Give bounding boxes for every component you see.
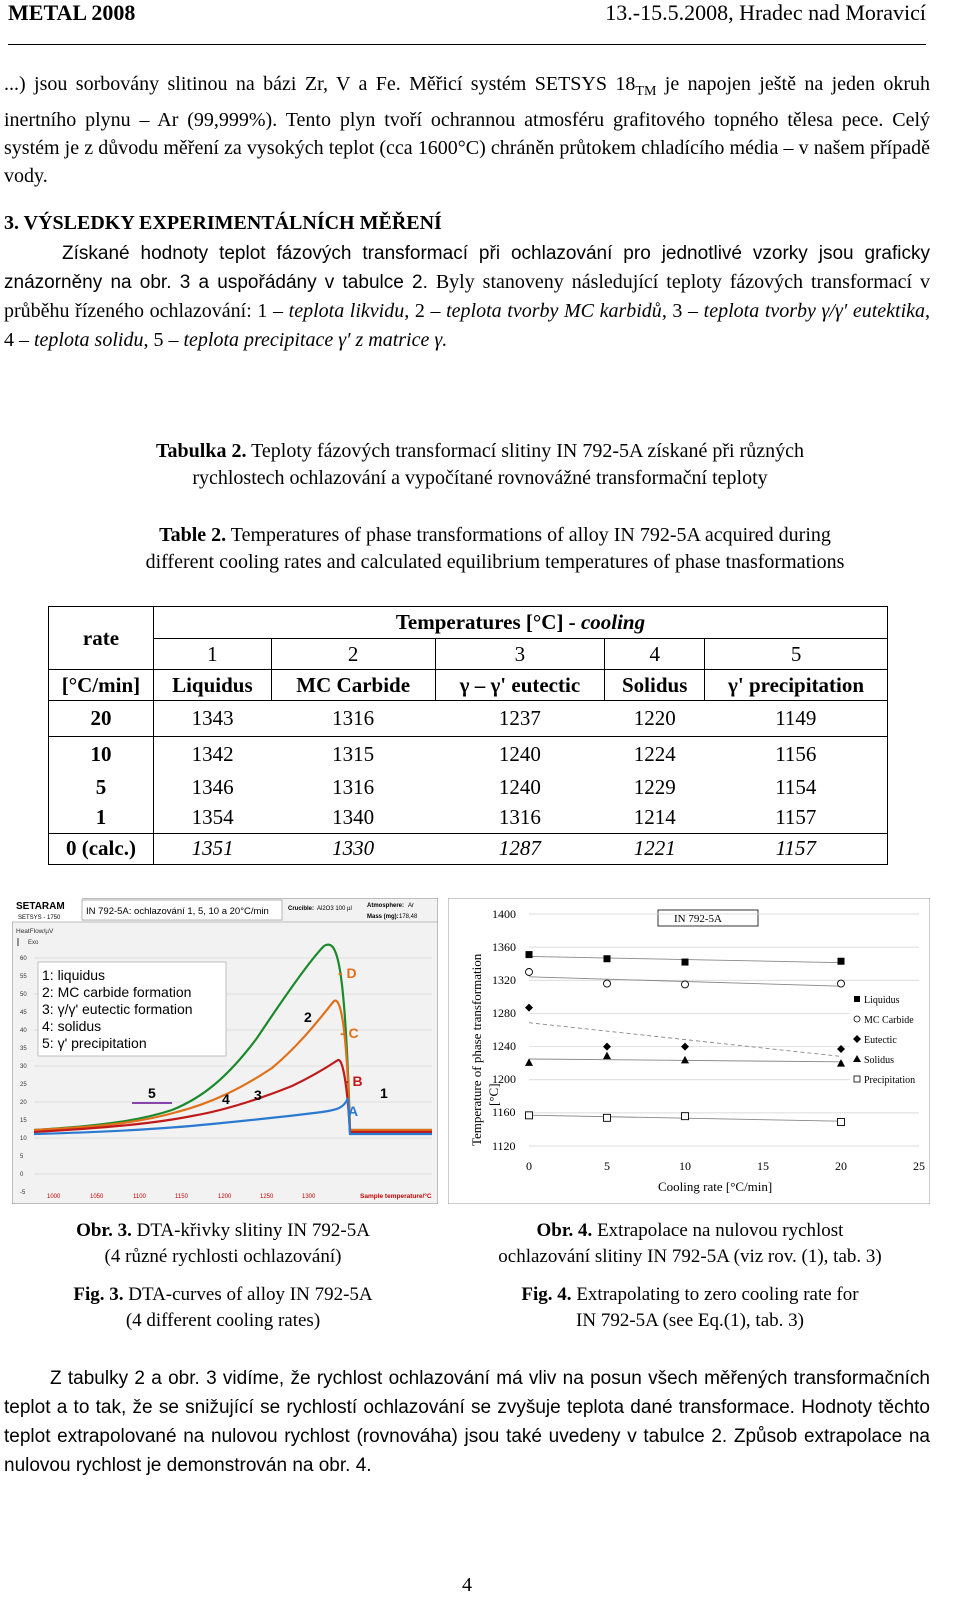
term-liquidus: teplota likvidu — [288, 300, 405, 322]
fig4-xtick: 5 — [604, 1159, 610, 1173]
intro-text-a: ...) jsou sorbovány slitinou na bázi Zr, V a Fe. Měřicí systém SETSYS 18 — [4, 73, 636, 95]
section3-text-2a: Byly stanoveny následující teploty fázových transformací v průběhu řízeného ochlazování: 1 – — [4, 271, 930, 322]
figure-3-dta-curves — [12, 898, 438, 1204]
td-value: 1351 — [191, 836, 234, 860]
td-value: 1340 — [332, 805, 375, 829]
fig3-label-a: A — [348, 1103, 359, 1119]
caption-obr3 — [10, 1218, 436, 1270]
fig3-point-2: 2 — [304, 1009, 312, 1025]
fig3-point-5: 5 — [148, 1085, 156, 1101]
fig3-legend-item: 3: γ/γ' eutectic formation — [42, 1001, 193, 1017]
fig4-point-precipitation — [838, 1118, 845, 1125]
fig3-ytick: 0 — [20, 1172, 24, 1178]
table-row-names — [49, 670, 888, 701]
fig4-legend-item: Liquidus — [864, 995, 900, 1006]
td-value: 1157 — [705, 833, 888, 864]
fig3-ytick: 30 — [20, 1064, 27, 1070]
fig3-ytick: 45 — [20, 1010, 27, 1016]
td-value: 1214 — [633, 805, 676, 829]
th-num: 1 — [153, 639, 271, 670]
th-name: Solidus — [605, 670, 705, 701]
fig3-ytick: 50 — [20, 992, 27, 998]
fig3-brand: SETARAM — [16, 901, 65, 912]
fig4-point-mc-carbide — [682, 981, 689, 988]
fig3-label-d: - D — [338, 965, 357, 981]
td-rate: 10 — [49, 737, 154, 773]
caption-fig4 — [440, 1282, 940, 1334]
table-caption-en-text: Temperatures of phase transformations of alloy IN 792-5A acquired during — [226, 524, 831, 546]
fig4-ytick: 1320 — [492, 973, 516, 987]
fig3-legend-item: 1: liquidus — [42, 967, 106, 983]
caption-fig3-text: DTA-curves of alloy IN 792-5A — [123, 1284, 373, 1305]
td-value: 1240 — [498, 742, 541, 767]
td-value: 1343 — [153, 701, 271, 737]
fig3-crucible-label: Crucible: — [288, 906, 315, 912]
fig3-atmosphere: Ar — [408, 903, 414, 909]
header-rule — [8, 44, 926, 45]
fig3-atmosphere-label: Atmosphere: — [367, 903, 405, 909]
fig4-ytick: 1280 — [492, 1006, 516, 1020]
fig3-mass-label: Mass (mg): — [367, 914, 399, 920]
fig4-ytick: 1120 — [492, 1139, 516, 1153]
th-num: 5 — [705, 639, 888, 670]
intro-text-b: je napojen ještě — [656, 73, 796, 95]
fig3-ytick: 55 — [20, 974, 27, 980]
intro-subscript: TM — [635, 84, 657, 99]
th-num: 4 — [605, 639, 705, 670]
fig4-point-liquidus — [526, 951, 533, 958]
td-rate: 20 — [49, 701, 154, 737]
fig3-ytick: 25 — [20, 1082, 27, 1088]
fig4-legend-item: Eutectic — [864, 1035, 897, 1046]
page-number: 4 — [462, 1574, 472, 1596]
temperature-table — [48, 606, 888, 865]
td-value: 1316 — [271, 701, 435, 737]
td-value: 1240 — [498, 775, 541, 799]
caption-obr4-label: Obr. 4. — [536, 1220, 593, 1241]
fig4-xtick: 25 — [913, 1159, 925, 1173]
fig3-legend-item: 4: solidus — [42, 1018, 102, 1034]
td-value: 1224 — [633, 742, 676, 767]
fig4-ytick: 1160 — [492, 1105, 516, 1119]
fig3-point-3: 3 — [254, 1087, 262, 1103]
td-value: 1315 — [332, 742, 375, 767]
td-value: 1157 — [705, 803, 888, 834]
td-rate: 5 — [49, 773, 154, 803]
figure-4-extrapolation-chart — [448, 898, 930, 1204]
fig4-legend-marker-precipitation — [854, 1076, 860, 1082]
fig3-xtick: 1100 — [133, 1194, 146, 1200]
td-value: 1354 — [191, 805, 234, 829]
td-value: 1154 — [705, 773, 888, 803]
table-row-numbers — [49, 639, 888, 670]
fig3-xtick: 1150 — [175, 1194, 188, 1200]
fig3-ytick: 15 — [20, 1118, 27, 1124]
fig3-crucible: Al2O3 100 µl — [317, 906, 352, 912]
header-date-place: 13.-15.5.2008, Hradec nad Moravicí — [605, 0, 926, 25]
fig3-xtick: 1300 — [302, 1194, 316, 1200]
section-heading: 3. VÝSLEDKY EXPERIMENTÁLNÍCH MĚŘENÍ — [4, 212, 442, 234]
th-temperatures — [153, 607, 887, 639]
td-value: 1346 — [191, 775, 234, 799]
fig4-legend-item: MC Carbide — [864, 1015, 914, 1026]
caption-obr3-label: Obr. 3. — [76, 1220, 132, 1241]
td-value: 1221 — [633, 836, 676, 860]
caption-obr4-text: Extrapolace na nulovou rychlost — [592, 1220, 844, 1241]
caption-fig4-line2: IN 792-5A (see Eq.(1), tab. 3) — [576, 1310, 804, 1331]
td-value: 1237 — [435, 701, 605, 737]
td-value: 1330 — [332, 836, 375, 860]
fig4-point-precipitation — [604, 1114, 611, 1121]
td-value: 1149 — [705, 701, 888, 737]
fig4-x-axis-label: Cooling rate [°C/min] — [658, 1179, 773, 1194]
td-rate: 1 — [49, 803, 154, 834]
term-precipitation: teplota precipitace γ′ z matrice γ. — [183, 329, 448, 351]
th-temp-title: Temperatures [°C] - — [395, 610, 581, 634]
fig3-xtick: 1200 — [218, 1194, 232, 1200]
table-row — [49, 701, 888, 737]
table-caption-en — [0, 522, 960, 576]
fig4-legend-item: Solidus — [864, 1055, 895, 1066]
fig4-legend-marker-liquidus — [854, 996, 860, 1002]
td-value: 1156 — [705, 737, 888, 773]
fig4-y-axis-label: Temperature of phase transformation — [469, 953, 484, 1146]
table-row — [49, 737, 888, 773]
fig3-ytick: -5 — [20, 1190, 26, 1196]
fig4-xtick: 10 — [679, 1159, 691, 1173]
fig3-xtick: 1250 — [260, 1194, 274, 1200]
fig3-ytick: 10 — [20, 1136, 27, 1142]
th-name: Liquidus — [153, 670, 271, 701]
fig3-xtick: 1050 — [90, 1194, 104, 1200]
td-rate: 0 (calc.) — [49, 833, 154, 864]
fig4-ytick: 1240 — [492, 1039, 516, 1053]
sep-4: , 4 – — [4, 300, 931, 351]
fig4-legend-marker-mc — [854, 1016, 860, 1022]
table-caption-en-label: Table 2. — [159, 524, 227, 546]
caption-fig3-line2: (4 different cooling rates) — [125, 1310, 321, 1331]
caption-fig3 — [10, 1282, 436, 1334]
caption-obr4-line2: ochlazování slitiny IN 792-5A (viz rov. (1), tab. 3) — [498, 1246, 882, 1267]
fig4-point-liquidus — [838, 958, 845, 965]
table-caption-cz-label: Tabulka 2. — [156, 440, 247, 462]
caption-fig4-text: Extrapolating to zero cooling rate for — [571, 1284, 859, 1305]
fig4-y-axis-unit: [°C] — [486, 1083, 501, 1106]
table-caption-cz-line2: rychlostech ochlazování a vypočítané rovnovážné transformační teploty — [192, 467, 768, 489]
td-value: 1316 — [498, 805, 541, 829]
term-solidus: teplota solidu — [34, 329, 144, 351]
fig4-point-precipitation — [526, 1112, 533, 1119]
closing-paragraph: Z tabulky 2 a obr. 3 vidíme, že rychlost ochlazování má vliv na posun všech měřených transformačních teplot a to tak, že se snižující se rychlostí ochlazování se zvyšuje teplota dané transformace. Hodnoty těchto teplot extrapolované na nulovou rychlost (rovnováha) jsou také uvedeny v tabulce 2. Způsob extrapolace na nulovou rychlost je demonstrován na obr. 4. — [4, 1368, 930, 1476]
header-conference: METAL 2008 — [8, 0, 136, 25]
caption-obr4 — [440, 1218, 940, 1270]
th-name: MC Carbide — [271, 670, 435, 701]
fig3-legend-item: 2: MC carbide formation — [42, 984, 192, 1000]
caption-obr3-line2: (4 různé rychlosti ochlazování) — [104, 1246, 342, 1267]
table-caption-cz — [0, 438, 960, 492]
fig3-x-axis-label: Sample temperature/°C — [360, 1193, 432, 1200]
td-value: 1220 — [605, 701, 705, 737]
fig4-xtick: 15 — [757, 1159, 769, 1173]
fig4-point-mc-carbide — [526, 969, 533, 976]
section3-text-1: Získané hodnoty teplot fázových transformací při ochlazování pro jednotlivé vzorky jsou graficky znázorněny na obr. 3 a uspořádány v tabulce 2. — [4, 243, 930, 293]
table-caption-en-line2: different cooling rates and calculated equilibrium temperatures of phase tnasformations — [145, 551, 845, 573]
fig3-mass: 178,48 — [399, 914, 418, 920]
fig3-y-axis-label: HeatFlow/µV — [16, 928, 54, 935]
fig3-ytick: 20 — [20, 1100, 27, 1106]
th-name: γ' precipitation — [705, 670, 888, 701]
fig4-point-mc-carbide — [838, 980, 845, 987]
fig3-title: IN 792-5A: ochlazování 1, 5, 10 a 20°C/min — [86, 906, 269, 917]
fig4-ytick: 1400 — [492, 907, 516, 921]
fig3-instrument: SETSYS - 1750 — [18, 915, 61, 921]
intro-paragraph — [4, 70, 930, 190]
caption-fig3-label: Fig. 3. — [73, 1284, 124, 1305]
sep-2: , 2 – — [404, 300, 447, 322]
table-caption-cz-text: Teploty fázových transformací slitiny IN 792-5A získané při různých — [246, 440, 804, 462]
fig3-point-1: 1 — [380, 1085, 388, 1101]
td-value: 1342 — [191, 742, 234, 767]
fig3-exo-label: Exo — [28, 940, 39, 946]
fig3-legend-item: 5: γ' precipitation — [42, 1035, 147, 1051]
fig3-ytick: 35 — [20, 1046, 27, 1052]
fig3-xtick: 1000 — [47, 1194, 61, 1200]
fig3-ytick: 5 — [20, 1154, 24, 1160]
caption-fig4-label: Fig. 4. — [521, 1284, 572, 1305]
fig4-point-precipitation — [682, 1113, 689, 1120]
caption-obr3-text: DTA-křivky slitiny IN 792-5A — [131, 1220, 370, 1241]
fig4-point-mc-carbide — [604, 980, 611, 987]
sep-3: , 3 – — [661, 300, 704, 322]
fig3-point-4: 4 — [222, 1091, 230, 1107]
th-name: γ – γ' eutectic — [435, 670, 605, 701]
th-rate: rate — [49, 607, 154, 670]
table-row — [49, 773, 888, 803]
th-temp-cooling: cooling — [580, 610, 646, 634]
table-row — [49, 833, 888, 864]
fig4-point-liquidus — [682, 959, 689, 966]
fig3-ytick: 60 — [20, 956, 27, 962]
fig4-xtick: 0 — [526, 1159, 532, 1173]
fig3-label-c: - C — [340, 1025, 359, 1041]
sep-5: , 5 – — [143, 329, 184, 351]
fig4-ytick: 1200 — [492, 1072, 516, 1086]
td-value: 1316 — [332, 775, 375, 799]
fig4-ytick: 1360 — [492, 940, 516, 954]
fig4-title: IN 792-5A — [674, 913, 722, 925]
fig4-xtick: 20 — [835, 1159, 847, 1173]
fig4-point-liquidus — [604, 955, 611, 962]
td-value: 1229 — [633, 775, 676, 799]
th-num: 3 — [435, 639, 605, 670]
th-unit: [°C/min] — [49, 670, 154, 701]
fig4-legend-item: Precipitation — [864, 1075, 916, 1086]
td-value: 1287 — [498, 836, 541, 860]
fig3-label-b: - B — [344, 1073, 363, 1089]
term-mc-carbide: teplota tvorby MC karbidů — [446, 300, 662, 322]
intro-text-rest: na jeden okruh inertního plynu – Ar (99,999%). Tento plyn tvoří ochrannou atmosféru grafitového topného tělesa pece. Celý systém je z důvodu měření za vysokých teplot (cca 1600°C) chráněn průtokem chladícího média – v našem případě vody. — [4, 73, 930, 187]
fig3-ytick: 40 — [20, 1028, 27, 1034]
th-num: 2 — [271, 639, 435, 670]
term-eutectic: teplota tvorby γ/γ′ eutektika — [703, 300, 926, 322]
table-row — [49, 803, 888, 834]
section3-paragraph — [4, 240, 930, 355]
